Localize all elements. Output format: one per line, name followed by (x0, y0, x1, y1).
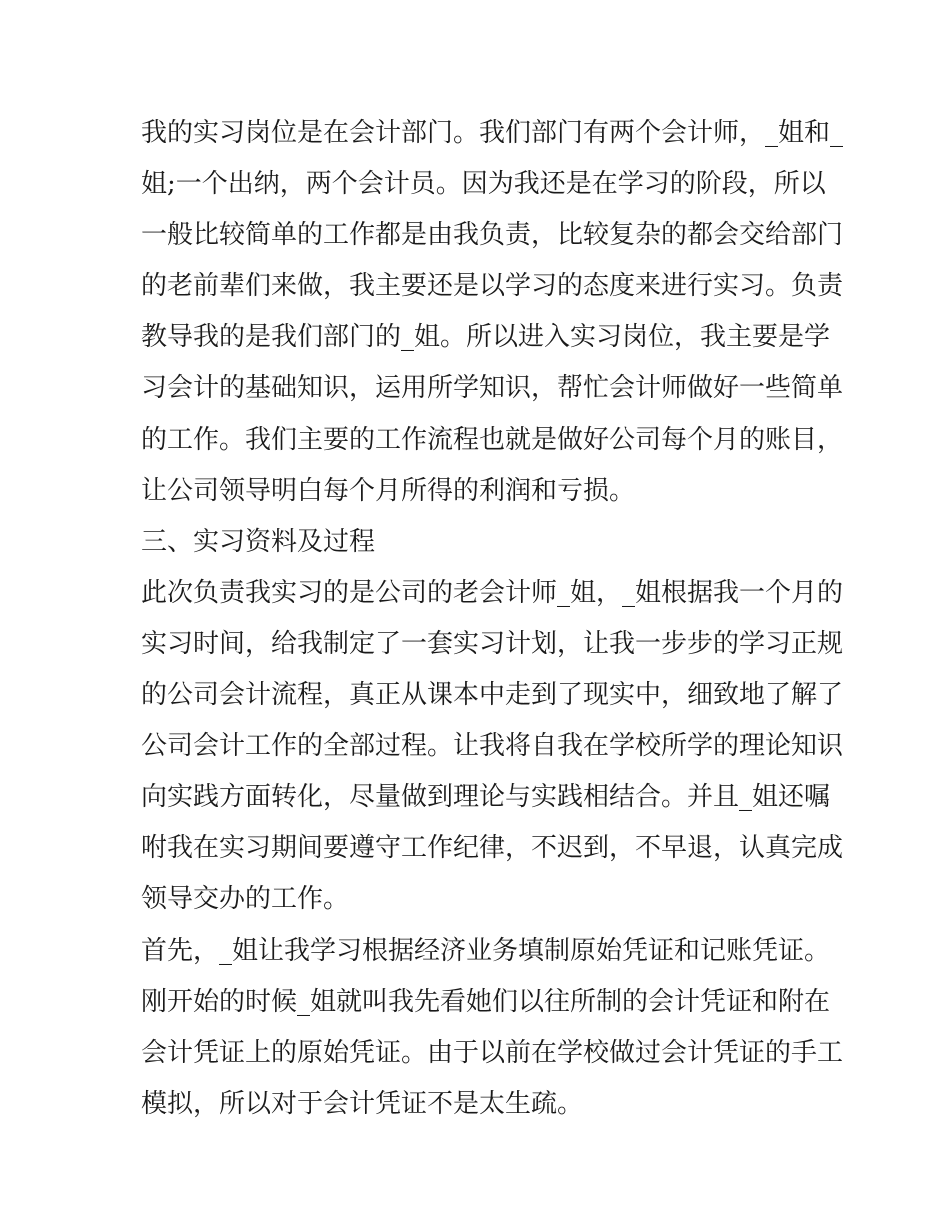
text-line: 咐我在实习期间要遵守工作纪律，不迟到，不早退，认真完成 (141, 833, 844, 864)
text-line: 的公司会计流程，真正从课本中走到了现实中，细致地了解了 (141, 680, 844, 711)
document-body (141, 108, 844, 1130)
section-heading: 三、实习资料及过程 (141, 526, 376, 557)
text-line: 让公司领导明白每个月所得的利润和亏损。 (141, 475, 636, 506)
paragraph-internship-plan (141, 568, 844, 926)
paragraph-vouchers (141, 926, 844, 1130)
text-line: 此次负责我实习的是公司的老会计师_姐，_姐根据我一个月的 (141, 577, 844, 608)
text-line: 会计凭证上的原始凭证。由于以前在学校做过会计凭证的手工 (141, 1037, 844, 1068)
text-line: 公司会计工作的全部过程。让我将自我在学校所学的理论知识 (141, 731, 844, 762)
text-line: 习会计的基础知识，运用所学知识，帮忙会计师做好一些简单 (141, 373, 844, 404)
text-line: 姐;一个出纳，两个会计员。因为我还是在学习的阶段，所以 (141, 169, 826, 200)
text-line: 的老前辈们来做，我主要还是以学习的态度来进行实习。负责 (141, 271, 844, 302)
text-line: 我的实习岗位是在会计部门。我们部门有两个会计师，_姐和_ (141, 118, 844, 148)
text-line: 教导我的是我们部门的_姐。所以进入实习岗位，我主要是学 (141, 322, 831, 353)
text-line: 刚开始的时候_姐就叫我先看她们以往所制的会计凭证和附在 (141, 986, 831, 1017)
text-line: 领导交办的工作。 (141, 884, 350, 915)
text-line: 的工作。我们主要的工作流程也就是做好公司每个月的账目， (141, 424, 844, 455)
text-line: 一般比较简单的工作都是由我负责，比较复杂的都会交给部门 (141, 220, 844, 251)
text-line: 实习时间，给我制定了一套实习计划，让我一步步的学习正规 (141, 628, 844, 659)
paragraph-internship-position (141, 108, 844, 517)
text-line: 模拟，所以对于会计凭证不是太生疏。 (141, 1088, 584, 1119)
text-line: 首先，_姐让我学习根据经济业务填制原始凭证和记账凭证。 (141, 935, 831, 966)
text-line: 向实践方面转化，尽量做到理论与实践相结合。并且_姐还嘱 (141, 782, 831, 813)
